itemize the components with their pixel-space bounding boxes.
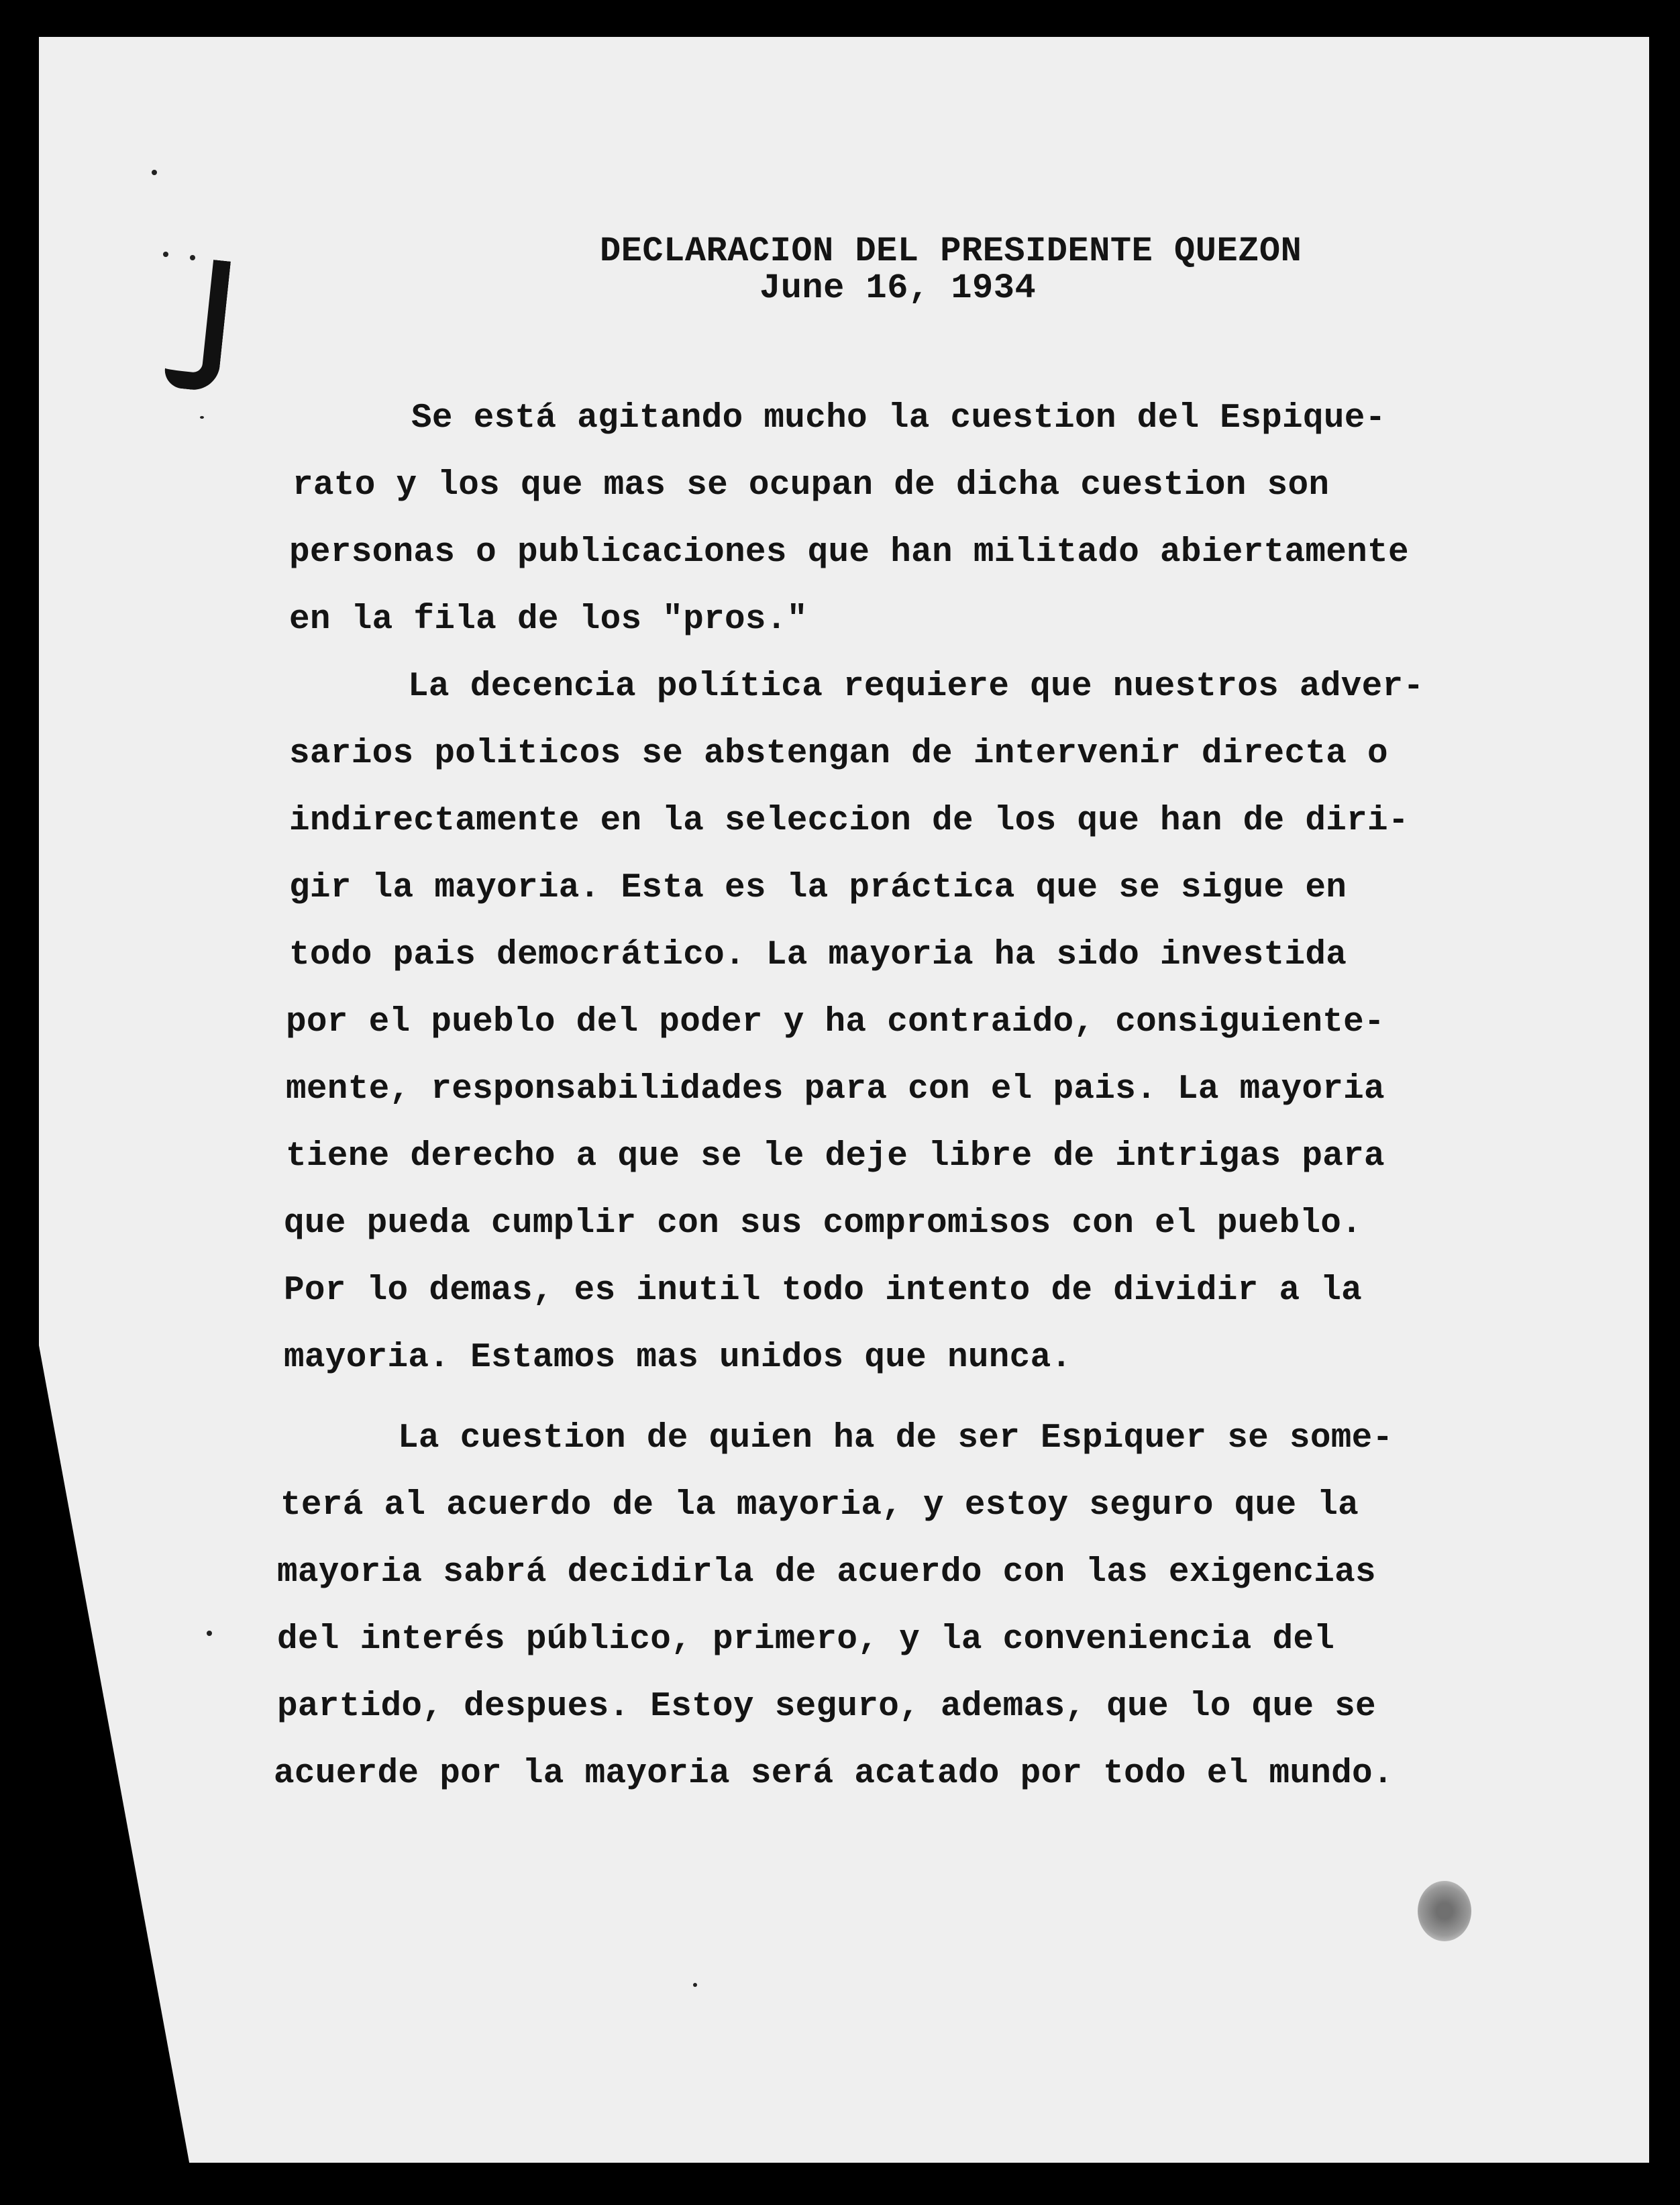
- text-line: rato y los que mas se ocupan de dicha cuestion son: [293, 466, 1330, 505]
- text-line: acuerde por la mayoria será acatado por todo el mundo.: [274, 1755, 1394, 1793]
- ink-speck: [190, 255, 195, 260]
- text-line: Se está agitando mucho la cuestion del Espique-: [411, 399, 1386, 438]
- text-line: terá al acuerdo de la mayoria, y estoy seguro que la: [280, 1486, 1359, 1525]
- text-line: Por lo demas, es inutil todo intento de dividir a la: [284, 1272, 1363, 1310]
- document-page: [39, 37, 1649, 2163]
- text-line: que pueda cumplir con sus compromisos con el pueblo.: [284, 1204, 1363, 1243]
- text-line: tiene derecho a que se le deje libre de intrigas para: [286, 1137, 1385, 1176]
- text-line: mayoria sabrá decidirla de acuerdo con las exigencias: [277, 1553, 1376, 1592]
- ink-speck: [163, 252, 168, 257]
- text-line: todo pais democrático. La mayoria ha sido investida: [289, 936, 1347, 974]
- document-date: June 16, 1934: [759, 268, 1037, 308]
- text-line: mente, responsabilidades para con el pais. La mayoria: [286, 1070, 1385, 1109]
- ink-mark: [163, 256, 231, 392]
- document-title: DECLARACION DEL PRESIDENTE QUEZON: [600, 232, 1302, 271]
- text-line: por el pueblo del poder y ha contraido, consiguiente-: [286, 1003, 1385, 1041]
- text-line: personas o publicaciones que han militado abiertamente: [289, 533, 1409, 572]
- ink-speck: [152, 170, 157, 175]
- text-line: sarios politicos se abstengan de intervenir directa o: [289, 735, 1388, 773]
- ink-speck: [200, 416, 204, 419]
- text-line: La cuestion de quien ha de ser Espiquer se some-: [398, 1419, 1394, 1457]
- torn-page-edge: [39, 1345, 193, 2163]
- text-line: gir la mayoria. Esta es la práctica que se sigue en: [289, 869, 1347, 907]
- text-line: indirectamente en la seleccion de los que han de diri-: [289, 802, 1409, 840]
- ink-smudge: [1418, 1881, 1471, 1941]
- text-line: del interés público, primero, y la conveniencia del: [277, 1621, 1335, 1659]
- text-line: mayoria. Estamos mas unidos que nunca.: [284, 1339, 1072, 1377]
- text-line: partido, despues. Estoy seguro, ademas, que lo que se: [277, 1688, 1376, 1726]
- text-line: La decencia política requiere que nuestros adver-: [408, 668, 1424, 706]
- ink-speck: [207, 1631, 212, 1636]
- text-line: en la fila de los "pros.": [289, 601, 808, 639]
- ink-speck: [693, 1983, 697, 1987]
